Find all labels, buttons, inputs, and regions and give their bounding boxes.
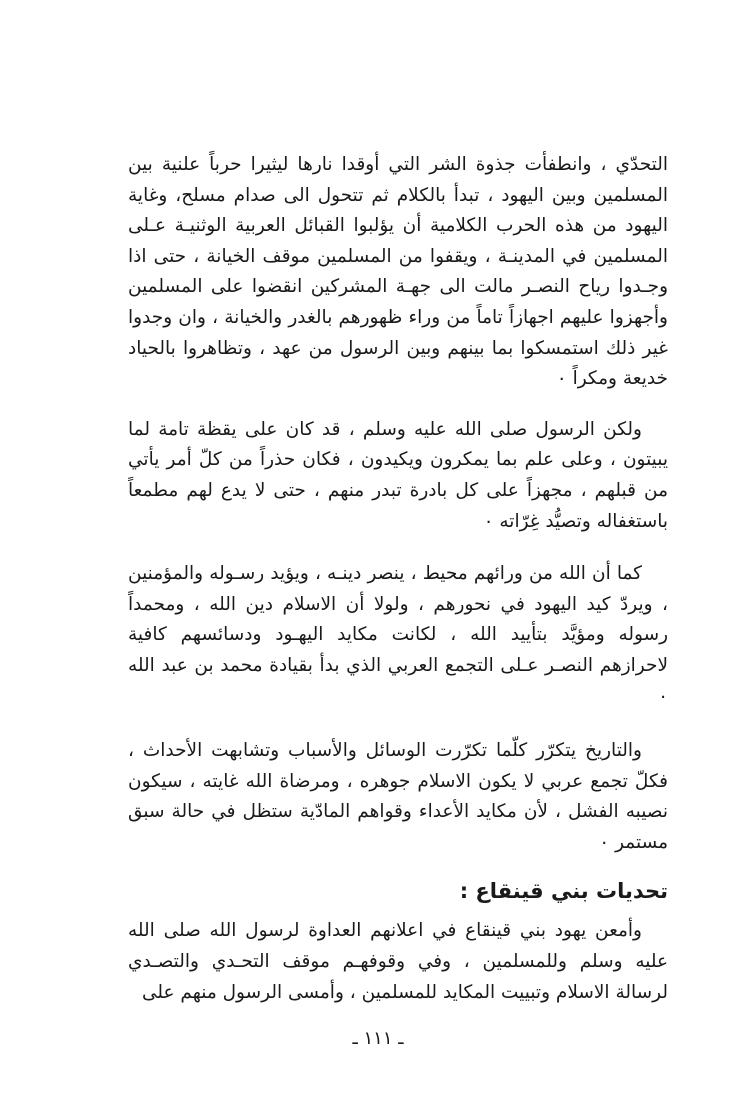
page-number: ـ ١١١ ـ	[352, 1028, 404, 1049]
paragraph-2: ولكن الرسول صلى الله عليه وسلم ، قد كان على يقظة تامة لما يبيتون ، وعلى علم بما يمكرون ويكيدون ، فكان حذراً من كلّ أمر يأتي من قبلهم ، مجهزاً على كل بادرة تبدر منهم ، حتى لا يدع لهم مطمعاً باستغفاله وتصيُّد غِرّاته ٠	[128, 418, 668, 532]
section-heading: تحديات بني قينقاع :	[459, 879, 668, 904]
paragraph-1: التحدّي ، وانطفأت جذوة الشر التي أوقدا نارها ليثيرا حرباً علنية بين المسلمين وبين اليهود ، تبدأ بالكلام ثم تتحول الى صدام مسلح، وغاية اليهود من هذه الحرب الكلامية أن يؤلبوا القبائل العربية الوثنيـة عـلى المسلمين في المدينـة ، ويقفوا من المسلمين موقف الخيانة ، حتى اذا وجـدوا رياح النصـر مالت الى جهـة المشركين انقضوا على المسلمين وأجهزوا عليهم اجهازاً تاماً من وراء ظهورهم بالغدر والخيانة ، وان وجدوا غير ذلك استمسكوا بما بينهم وبين الرسول من عهد ، وتظاهروا بالحياد خديعة ومكراً ٠	[128, 154, 668, 390]
paragraph-4: والتاريخ يتكرّر كلّما تكرّرت الوسائل والأسباب وتشابهت الأحداث ، فكلّ تجمع عربي لا يكون الاسلام جوهره ، ومرضاة الله غايته ، سيكون نصيبه الفشل ، لأن مكايد الأعداء وقواهم المادّية ستظل في حالة سبق مستمر ٠	[128, 740, 668, 853]
paragraph-5: وأمعن يهود بني قينقاع في اعلانهم العداوة لرسول الله صلى الله عليه وسلم وللمسلمين ، وفي وقوفهـم موقف التحـدي والتصـدي لرسالة الاسلام وتبييت المكايد للمسلمين ، وأمسى الرسول منهم على	[128, 920, 668, 1003]
page-body	[128, 150, 668, 1008]
paragraph-3: كما أن الله من ورائهم محيط ، ينصر دينـه ، ويؤيد رسـوله والمؤمنين ، ويردّ كيد اليهود في نحورهم ، ولولا أن الاسلام دين الله ، ومحمداً رسوله ومؤيَّد بتأييد الله ، لكانت مكايد اليهـود ودسائسهم كافية لاحرازهم النصـر عـلى التجمع العربي الذي بدأ بقيادة محمد بن عبد الله ٠	[128, 563, 668, 707]
